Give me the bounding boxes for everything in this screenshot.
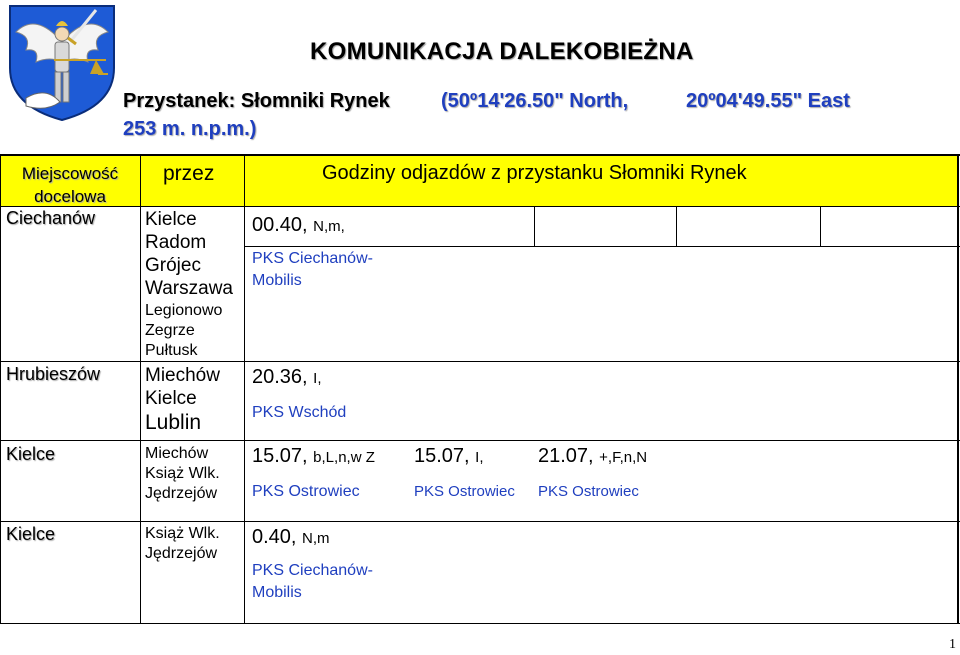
via-stop: Zegrze	[145, 322, 195, 339]
departure-hour: 00.40,	[252, 214, 308, 236]
departure-days: I,	[313, 370, 322, 387]
destination-cell: Kielce	[6, 524, 56, 544]
page-title: KOMUNIKACJA DALEKOBIEŻNA	[310, 38, 694, 65]
departure-days: N,m	[302, 530, 330, 547]
departure-time	[538, 445, 647, 468]
departure-time	[252, 214, 345, 237]
stop-name: Przystanek: Słomniki Rynek	[123, 90, 390, 112]
carrier-name: PKS Ostrowiec	[538, 483, 639, 500]
departure-days: N,m,	[313, 218, 345, 235]
via-stop: Warszawa	[145, 278, 233, 299]
via-stop: Radom	[145, 232, 207, 253]
via-stop: Książ Wlk.	[145, 465, 220, 482]
carrier-name: PKS Ostrowiec	[414, 483, 515, 500]
via-stop: Miechów	[145, 365, 220, 386]
carrier-name: PKS Wschód	[252, 404, 347, 421]
destination-cell: Ciechanów	[6, 208, 96, 228]
departure-time	[252, 526, 330, 549]
via-stop: Miechów	[145, 445, 209, 462]
page-number: 1	[949, 637, 956, 652]
carrier-name: PKS Ciechanów-Mobilis	[252, 250, 373, 289]
departure-days: +,F,n,N	[599, 449, 648, 466]
via-stop: Pułtusk	[145, 342, 198, 359]
via-stop: Książ Wlk.	[145, 525, 220, 542]
column-header-destination: Miejscowość docelowa	[21, 164, 119, 206]
departure-hour: 15.07,	[252, 445, 308, 467]
via-stop: Lublin	[145, 411, 202, 434]
departure-hour: 21.07,	[538, 445, 594, 467]
coordinate-east: 20º04'49.55" East	[686, 90, 850, 112]
departure-time	[252, 445, 375, 468]
coordinate-north: (50º14'26.50" North,	[441, 90, 629, 112]
via-stop: Kielce	[145, 209, 197, 230]
elevation: 253 m. n.p.m.)	[123, 118, 257, 140]
via-stop: Jędrzejów	[145, 545, 218, 562]
column-header-via: przez	[163, 162, 215, 185]
departure-time	[252, 366, 322, 389]
via-stop: Kielce	[145, 388, 197, 409]
departure-days: I,	[475, 449, 484, 466]
carrier-name: PKS Ciechanów-Mobilis	[252, 562, 373, 601]
destination-cell: Hrubieszów	[6, 364, 101, 384]
departure-time	[414, 445, 484, 468]
departure-hour: 20.36,	[252, 366, 308, 388]
departure-hour: 15.07,	[414, 445, 470, 467]
departure-hour: 0.40,	[252, 526, 297, 548]
departure-days: b,L,n,w Z	[313, 449, 375, 466]
via-stop: Jędrzejów	[145, 485, 218, 502]
via-stop: Legionowo	[145, 302, 223, 319]
via-stop: Grójec	[145, 255, 201, 276]
destination-cell: Kielce	[6, 444, 56, 464]
carrier-name: PKS Ostrowiec	[252, 483, 360, 500]
column-header-times: Godziny odjazdów z przystanku Słomniki Rynek	[322, 162, 747, 184]
